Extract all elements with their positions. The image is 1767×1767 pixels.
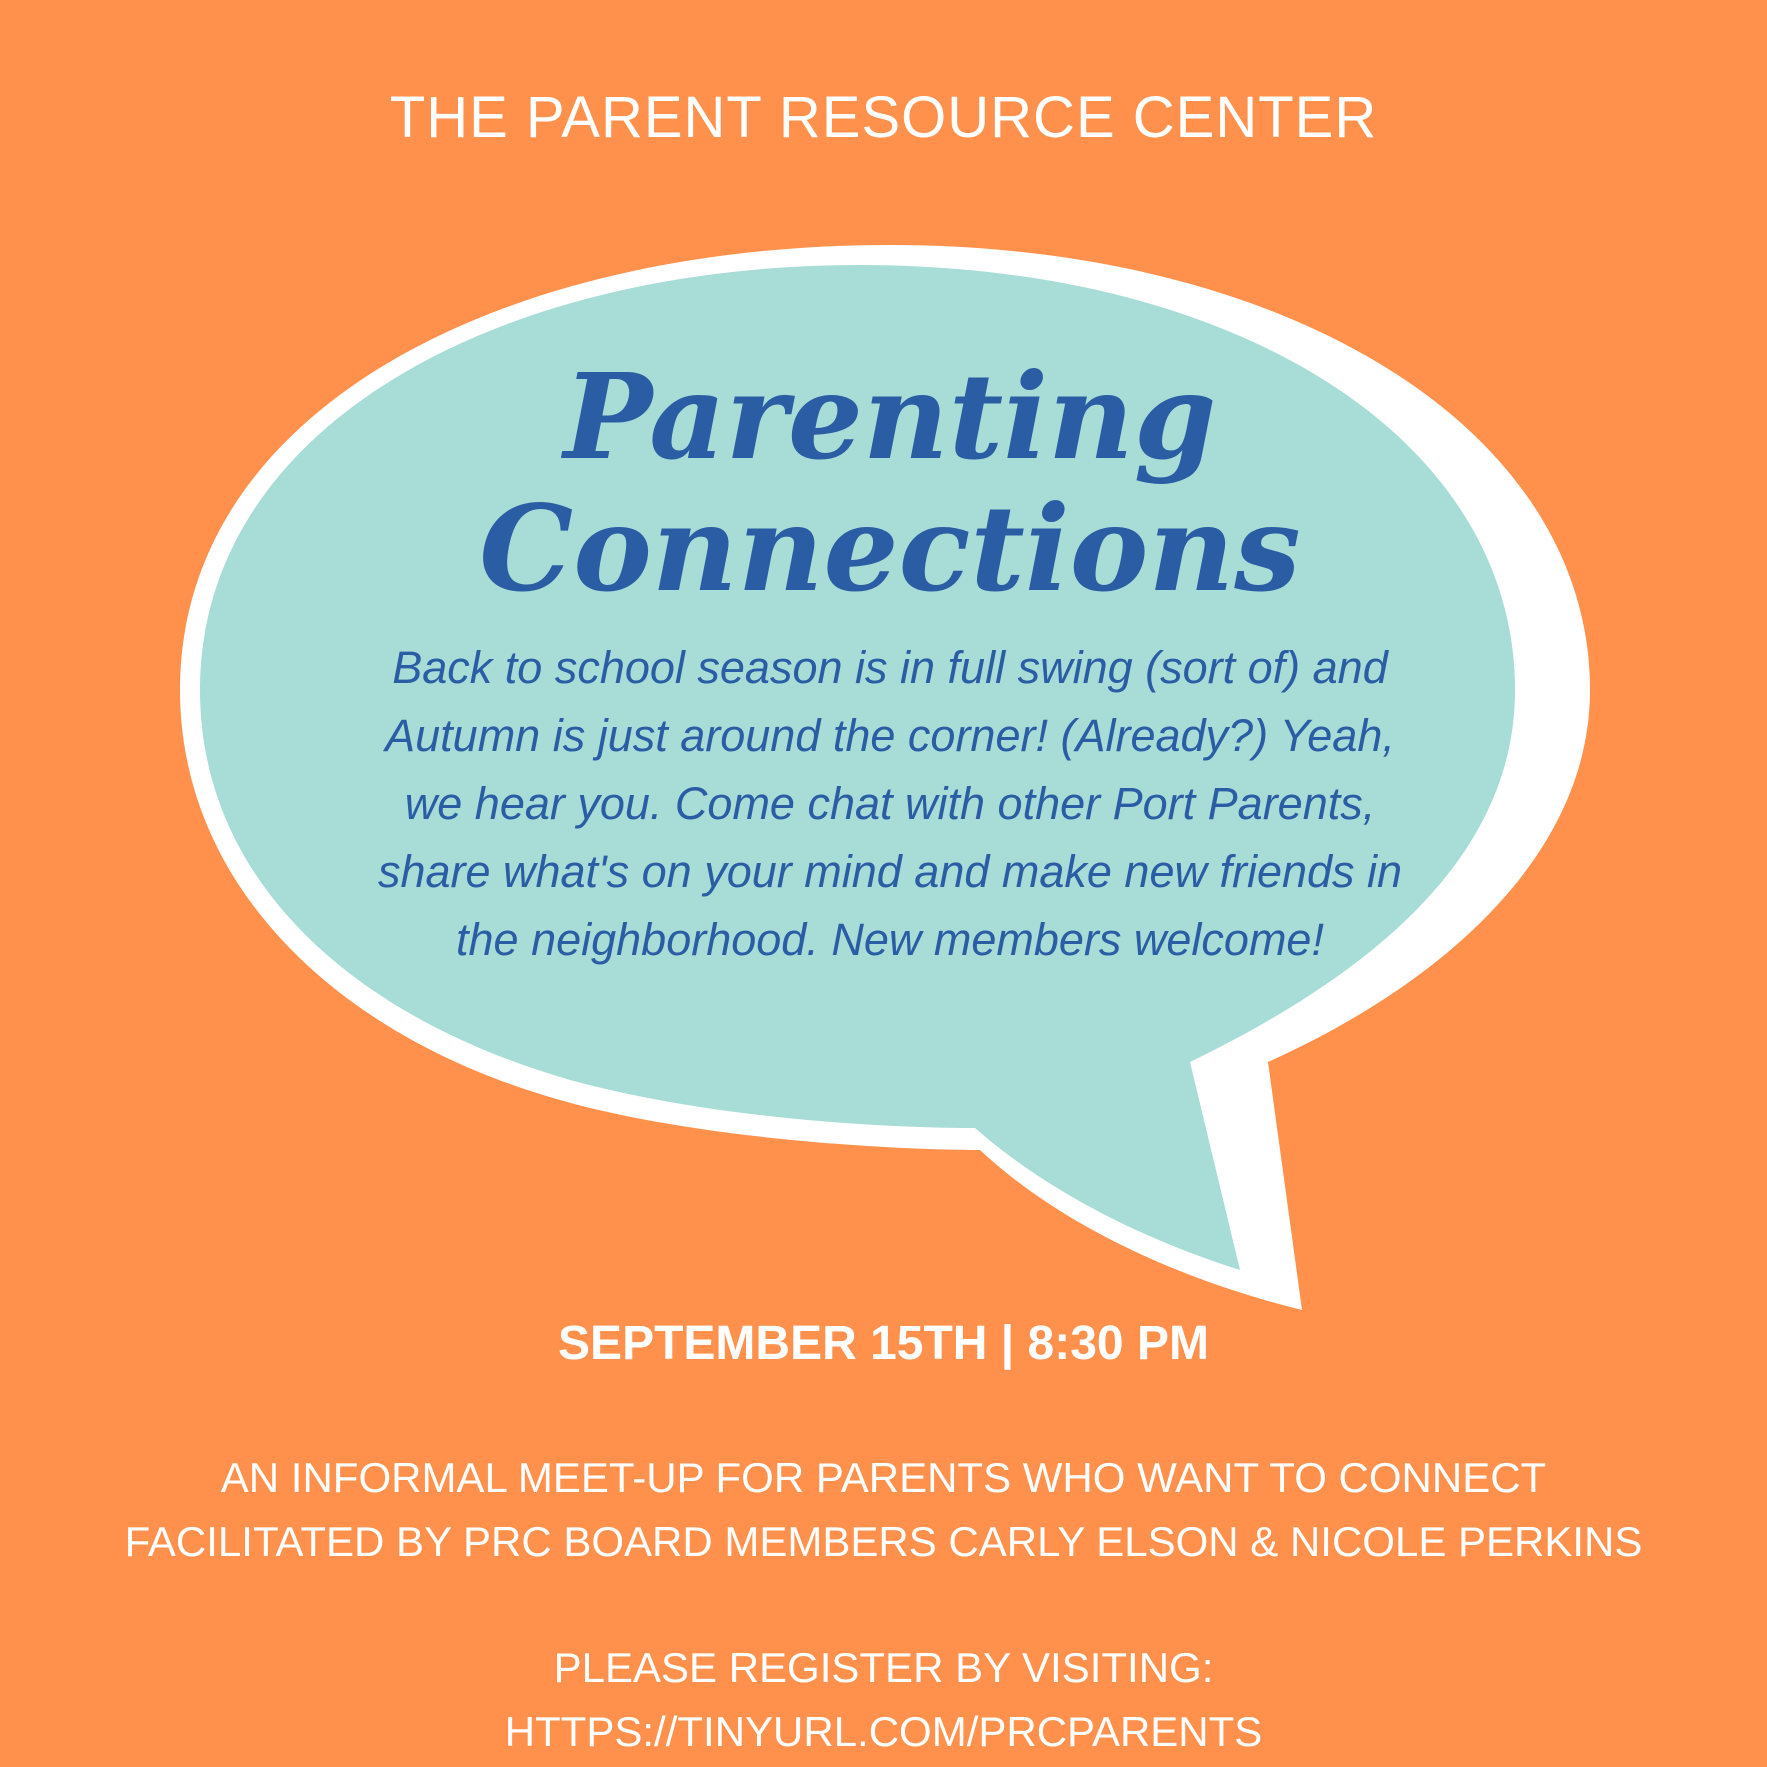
event-date-time: SEPTEMBER 15TH | 8:30 PM (558, 1317, 1209, 1370)
blurb-line: the neighborhood. New members welcome! (456, 914, 1324, 965)
description-line: FACILITATED BY PRC BOARD MEMBERS CARLY ELSON & NICOLE PERKINS (124, 1518, 1643, 1565)
registration-url[interactable]: HTTPS://TINYURL.COM/PRCPARENTS (504, 1708, 1263, 1755)
registration-prompt: PLEASE REGISTER BY VISITING: (553, 1644, 1214, 1691)
registration-block (0, 1636, 1767, 1764)
title-line-2: Connections (479, 479, 1301, 618)
blurb-line: Back to school season is in full swing (sort of) and (392, 642, 1388, 693)
title-line-1: Parenting (563, 347, 1217, 486)
blurb-line: we hear you. Come chat with other Port Parents, (404, 778, 1376, 829)
blurb-line: share what's on your mind and make new friends in (377, 846, 1403, 897)
event-blurb (300, 634, 1480, 974)
blurb-line: Autumn is just around the corner! (Already?) Yeah, (385, 710, 1395, 761)
description-line: AN INFORMAL MEET-UP FOR PARENTS WHO WANT TO CONNECT (220, 1454, 1547, 1501)
event-description (0, 1446, 1767, 1574)
organization-header: THE PARENT RESOURCE CENTER (389, 85, 1378, 150)
